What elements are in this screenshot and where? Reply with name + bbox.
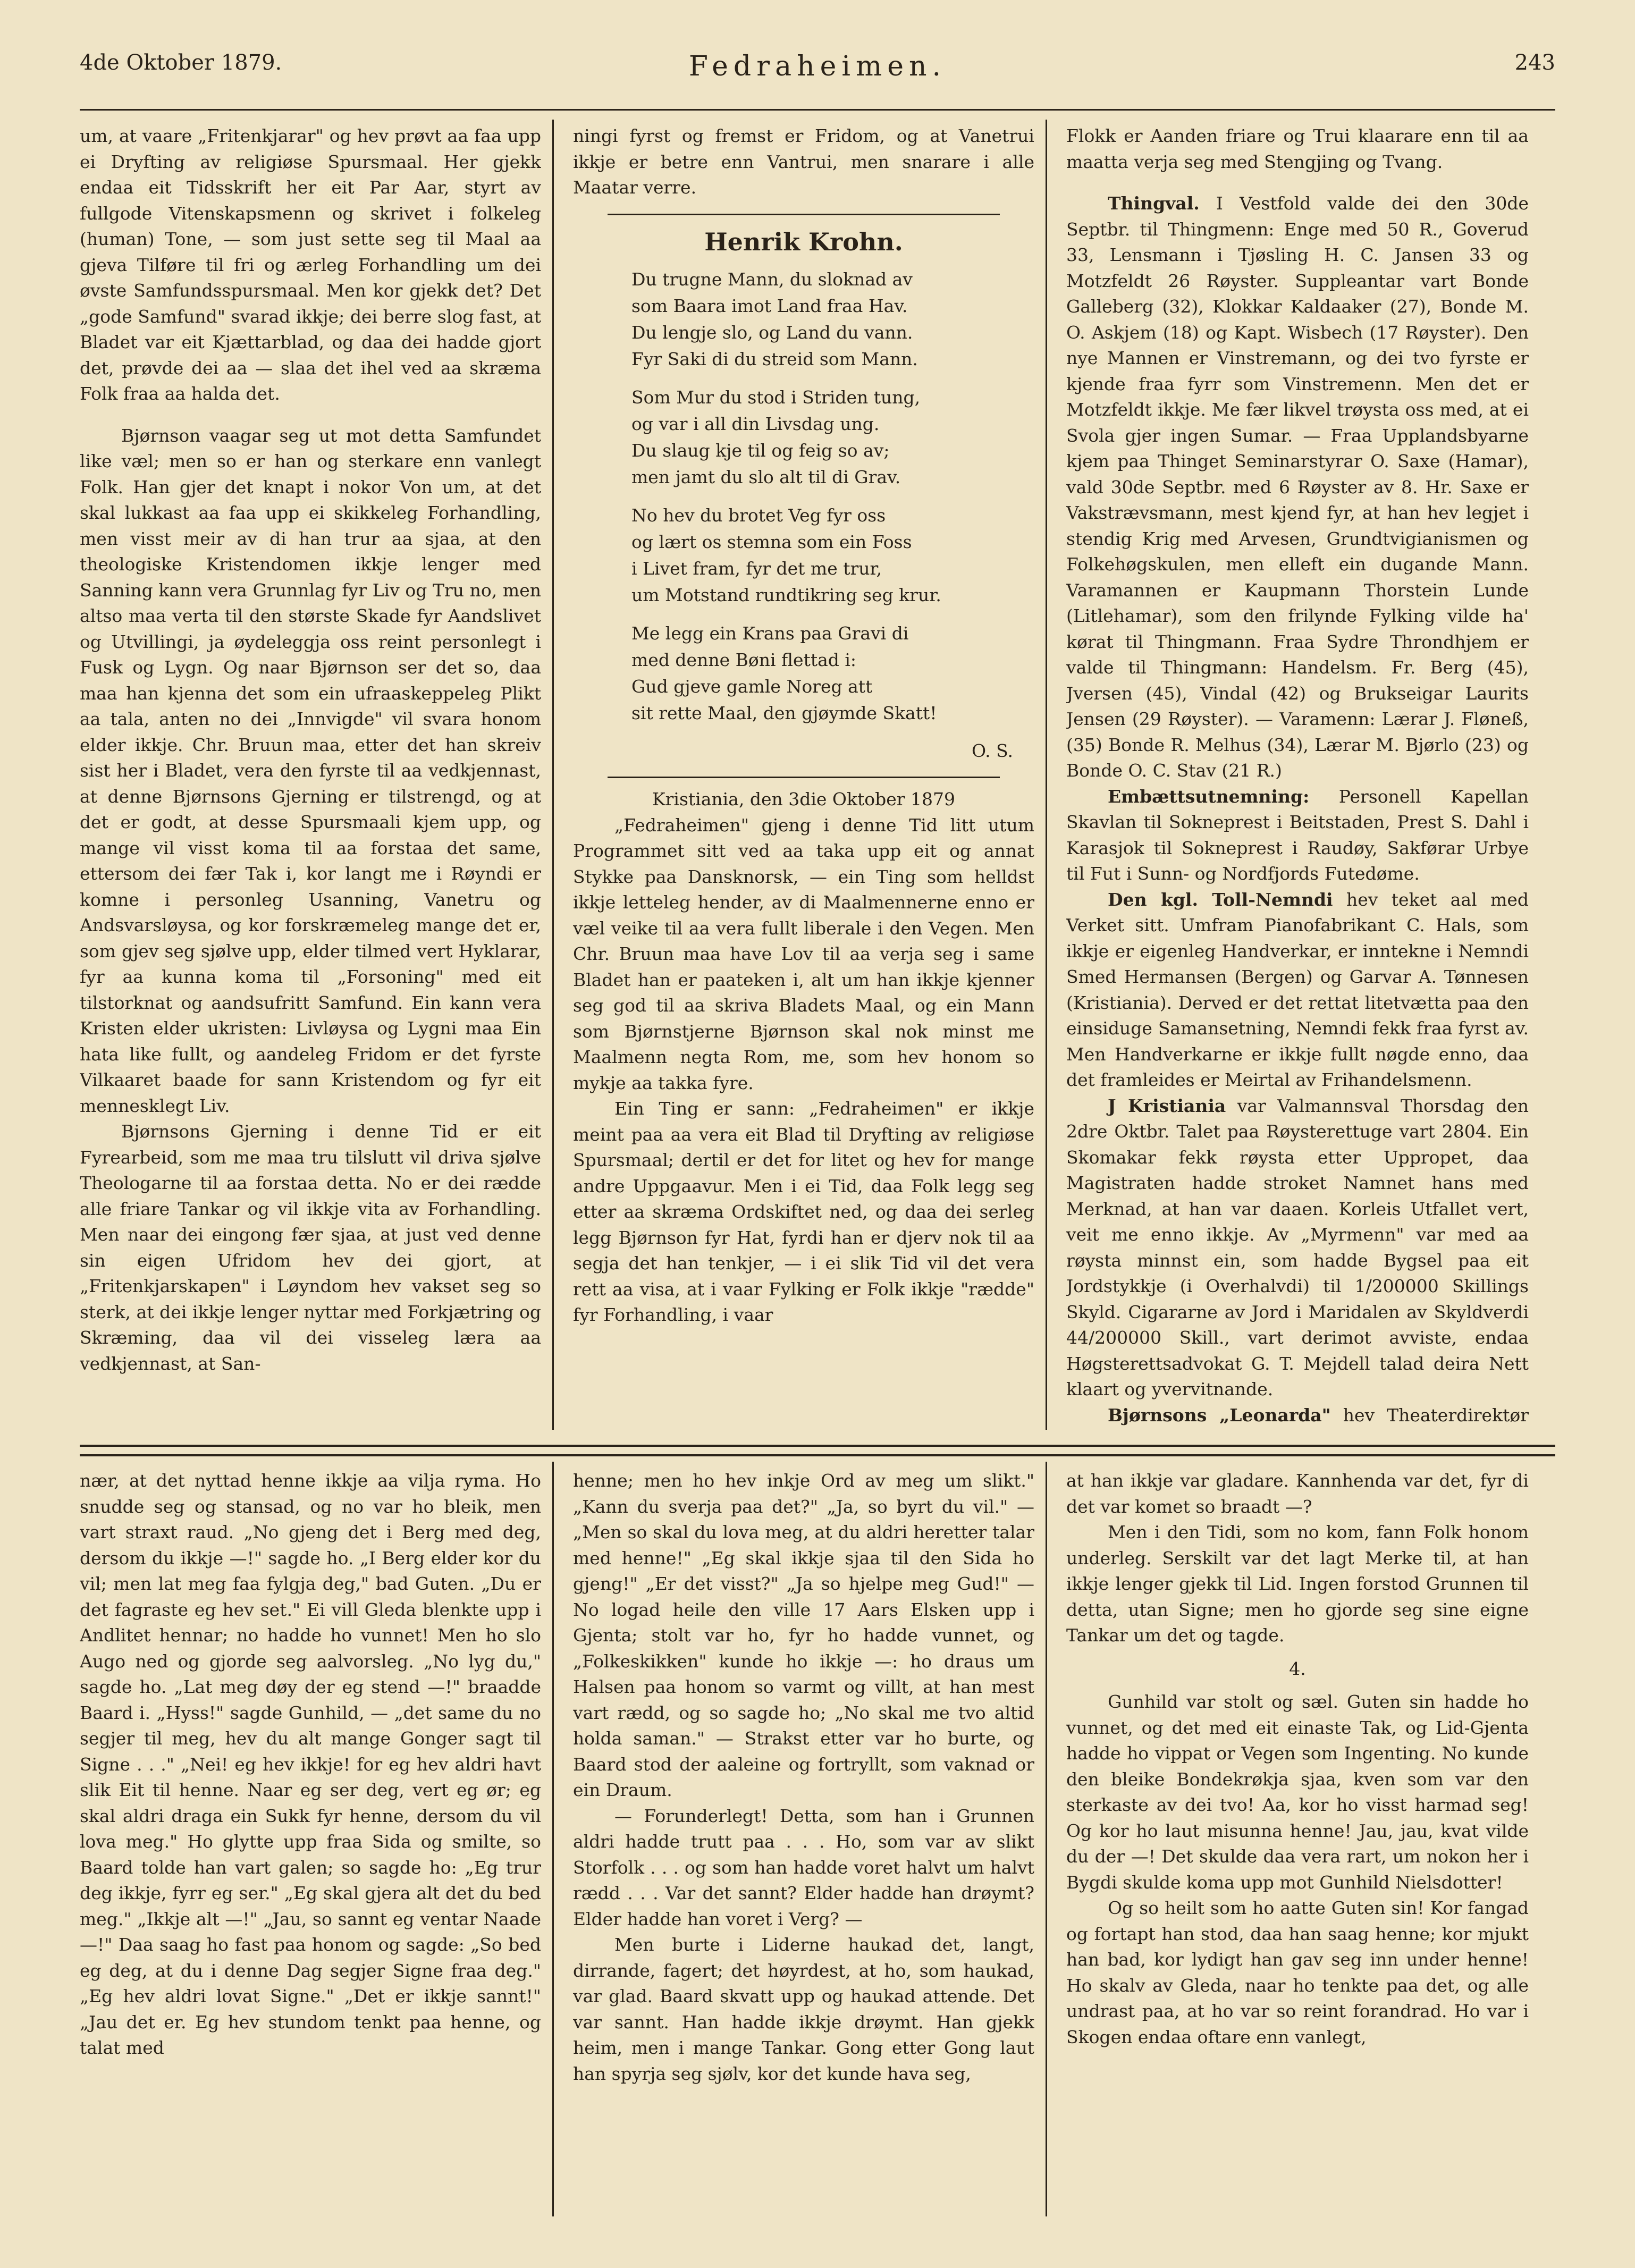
paragraph: Og so heilt som ho aatte Guten sin! Kor fangad og fortapt han stod, daa han saag henne; kor mjukt han bad, kor lydigt han gav seg inn under henne! Ho skalv av Gleda, naar ho tenkte paa det, og alle undrast paa, at ho var so reint forandrad. Ho var i Skogen endaa oftare enn vanlegt, (1066, 1898, 1529, 2047)
section-double-rule (80, 1445, 1555, 1456)
separator-rule (608, 214, 1000, 215)
newspaper-title: Fedraheimen. (688, 50, 947, 82)
paragraph: — Forunderlegt! Detta, som han i Grunnen aldri hadde trutt paa . . . Ho, som var av slikt Storfolk . . . og som han hadde voret halvt um halvt rædd . . . Var det sannt? Elder hadde han drøymt? Elder hadde han voret i Verg? — (573, 1805, 1034, 1929)
column-rule (552, 120, 554, 1430)
top-column-1 (80, 123, 541, 1428)
bottom-column-3 (1066, 1468, 1529, 2218)
dateline: Kristiania, den 3die Oktober 1879 (652, 789, 956, 810)
poem-line: um Motstand rundtikring seg krur. (631, 584, 941, 605)
top-column-3 (1066, 123, 1529, 1428)
paragraph: nær, at det nyttad henne ikkje aa vilja ryma. Ho snudde seg og stansad, og no var ho bleik, men vart straxt raud. „No gjeng det i Berg med deg, dersom du ikkje —!" sagde ho. „I Berg elder kor du vil; men lat meg faa fylgja deg," bad Guten. „Du er det fagraste eg hev set." Ei vill Gleda blenkte upp i Andlitet hennar; no hadde ho vunnet! Men ho slo Augo ned og gjorde seg aalvorsleg. „No lyg du," sagde ho. „Lat meg døy der eg stend —!" braadde Baard i. „Hyss!" sagde Gunhild, — „det same du no segjer til meg, hev du alt mange Gonger sagt til Signe . . ." „Nei! eg hev ikkje! for eg hev aldri havt slik Eit til henne. Naar eg ser deg, vert eg ør; eg skal aldri draga ein Sukk fyr henne, dersom du vil lova meg." Ho glytte upp fraa Sida og smilte, so Baard tolde han vart galen; so sagde ho: „Eg trur deg ikkje, fyrr eg ser." „Eg skal gjera alt det du bed meg." „Ikkje alt —!" „Jau, so sannt eg ventar Naade —!" Daa saag ho fast paa honom og sagde: „So bed eg deg, at du i denne Dag segjer Signe fraa deg." „Eg hev aldri lovat Signe." „Det er ikkje sannt!" „Jau det er. Eg hev stundom tenkt paa henne, og talat med (80, 1470, 541, 2058)
poem-line: men jamt du slo alt til di Grav. (631, 466, 901, 487)
poem-line: Du lengje slo, og Land du vann. (631, 322, 913, 343)
paragraph: ningi fyrst og fremst er Fridom, og at Vanetrui ikkje er betre enn Vantrui, men snarare i alle Maatar verre. (573, 125, 1034, 198)
poem (573, 266, 1034, 727)
poem-line: i Livet fram, fyr det me trur, (631, 558, 882, 579)
poem-stanza (631, 620, 1034, 727)
news-text: var Valmannsval Thorsdag den 2dre Oktbr. Talet paa Røysterettuge vart 2804. Ein Skomakar fekk røysta etter Uppropet, daa Magistraten hadde stroket Namnet hans med Merknad, at han var daaen. Korleis Utfallet vert, veit me enno ikkje. Av „Myrmenn" var med aa røysta minnst ein, som hadde Bygsel paa eit Jordstykkje (i Overhalvdi) til 1/200000 Skillings Skyld. Cigararne av Jord i Maridalen av Skyldverdi 44/200000 Skill., vart derimot avviste, endaa Høgsterettsadvokat G. T. Mejdell talad deira Nett klaart og yvervitnande. (1066, 1095, 1529, 1399)
bottom-column-1 (80, 1468, 541, 2218)
news-text: hev teket aal med Verket sitt. Umfram Pianofabrikant C. Hals, som ikkje er eigenleg Handverkar, er inntekne i Nemndi Smed Hermansen (Bergen) og Garvar A. Tønnesen (Kristiania). Derved er det rettat litetvætta paa den einsiduge Samansetning, Nemndi fekk fraa fyrst av. Men Handverkarne er ikkje fullt nøgde enno, daa det framleides er Meirtal av Frihandelsmenn. (1066, 889, 1529, 1090)
poem-line: Som Mur du stod i Striden tung, (631, 386, 921, 408)
section-number: 4. (1289, 1658, 1306, 1679)
run-in-heading: Thingval. (1108, 193, 1200, 214)
poem-signature: O. S. (971, 740, 1013, 761)
run-in-heading: Den kgl. Toll-Nemndi (1108, 889, 1333, 910)
poem-stanza (631, 266, 1034, 373)
page-number: 243 (1514, 50, 1555, 75)
top-column-2 (573, 123, 1034, 1428)
paragraph: Flokk er Aanden friare og Trui klaarare enn til aa maatta verja seg med Stengjing og Tvang. (1066, 125, 1529, 172)
news-text: hev Theaterdirektør (1343, 1404, 1529, 1426)
news-item-tollnemndi (1066, 887, 1529, 1093)
poem-line: sit rette Maal, den gjøymde Skatt! (631, 702, 937, 723)
paragraph: Bjørnson vaagar seg ut mot detta Samfundet like væl; men so er han og sterkare enn vanlegt Folk. Han gjer det knapt i nokor Von um, at det skal lukkast aa faa upp ei skikkeleg Forhandling, men visst meir av di han trur aa sjaa, at den theologiske Kristendomen ikkje lenger med Sanning kann vera Grunnlag fyr Liv og Tru no, men altso maa verta til den største Skade fyr Aandslivet og Utvillingi, ja øydeleggja oss reint personlegt i Fusk og Lygn. Og naar Bjørnson ser det so, daa maa han kjenna det som ein ufraaskeppeleg Plikt aa tala, anten no dei „Innvigde" vil svara honom elder ikkje. Chr. Bruun maa, etter det han skreiv sist her i Bladet, vera den fyrste til aa vedkjennast, at denne Bjørnsons Gjerning er tilstrengd, og at det er godt, at desse Spursmaali kjem upp, og mange vil visst koma til aa forstaa det same, ettersom dei fær Tak i, kor langt me i Røyndi er komne i personleg Usanning, Vanetru og Andsvarsløysa, og kor forskræmeleg mange det er, som gjev seg sjølve upp, elder tilmed vert Hyklarar, fyr aa kunna koma til „Forsoning" med eit tilstorknat og aandsufritt Samfund. Ein kann vera Kristen elder ukristen: Livløysa og Lygni maa Ein hata like fullt, og aandeleg Fridom er det fyrste Vilkaaret baade for sann Kristendom og fyr eit mennesklegt Liv. (80, 425, 541, 1116)
poem-stanza (631, 502, 1034, 609)
column-rule (552, 1462, 554, 2216)
poem-line: Fyr Saki di du streid som Mann. (631, 348, 918, 369)
poem-stanza (631, 384, 1034, 491)
poem-title: Henrik Krohn. (704, 227, 903, 256)
poem-line: og var i all din Livsdag ung. (631, 413, 880, 434)
poem-line: og lært os stemna som ein Foss (631, 531, 912, 552)
paragraph: Ein Ting er sann: „Fedraheimen" er ikkje meint paa aa vera eit Blad til Dryfting av religiøse Spursmaal; dertil er det for litet og hev for mange andre Uppgaavur. Men i ei Tid, daa Folk legg seg etter aa skræma Ordskiftet ned, og daa dei serleg legg Bjørnson fyr Hat, fyrdi han er djerv nok til aa segja det han tenkjer, — i ei slik Tid vil det vera rett aa visa, at i vaar Fylking er Folk ikkje "rædde" fyr Forhandling, i vaar (573, 1098, 1034, 1325)
news-text: Personell Kapellan Skavlan til Sokneprest i Beitstaden, Prest S. Dahl i Karasjok til Sokneprest i Raudøy, Sakførar Urbye til Fut i Sunn- og Nordfjords Futedøme. (1066, 786, 1529, 884)
poem-line: No hev du brotet Veg fyr oss (631, 504, 886, 526)
poem-line: som Baara imot Land fraa Hav. (631, 295, 908, 316)
news-item-leonarda (1066, 1403, 1529, 1429)
news-text: I Vestfold valde dei den 30de Septbr. til Thingmenn: Enge med 50 R., Goverud 33, Lensmann i Tjøsling H. C. Jansen 33 og Motzfeldt 26 Røyster. Suppleantar vart Bonde Galleberg (32), Klokkar Kaldaaker (27), Bonde M. O. Askjem (18) og Kapt. Wisbech (17 Røyster). Den nye Mannen er Vinstremann, og dei tvo fyrste er kjende fraa fyrr som Vinstremenn. Men det er Motzfeldt ikkje. Me fær likvel trøysta oss med, at ei Svola gjer ingen Sumar. — Fraa Upplandsbyarne kjem paa Thinget Seminarstyrar O. Saxe (Hamar), vald 30de Septbr. med 6 Røyster av 8. Hr. Saxe er Vakstrævsmann, mest kjend fyr, at han hev legjet i stendig Krig med Arvesen, Grundtvigianismen og Folkehøgskulen, men elleft ein dugande Mann. Varamannen er Kaupmann Thorstein Lunde (Litlehamar), som den frilynde Fylking vilde ha' kørat til Thingmann. Fraa Sydre Throndhjem er valde til Thingmann: Handelsm. Fr. Berg (45), Jversen (45), Vindal (42) og Brukseigar Laurits Jensen (29 Røyster). — Varamenn: Lærar J. Fløneß, (35) Bonde R. Melhus (34), Lærar M. Bjørlo (23) og Bonde O. C. Stav (21 R.) (1066, 193, 1529, 781)
paragraph: „Fedraheimen" gjeng i denne Tid litt utum Programmet sitt ved aa taka upp eit og annat Stykke paa Dansknorsk, — ein Ting som helldst ikkje letteleg hender, av di Maalmennerne enno er væl veike til aa vera fullt liberale i den Vegen. Men Chr. Bruun maa have Lov til aa verja seg i same Bladet han er paateken i, alt um han ikkje kjenner seg god til aa skriva Bladets Maal, og ein Mann som Bjørnstjerne Bjørnson skal nok minst me Maalmenn negta Rom, me, som hev honom so mykje aa takka fyre. (573, 814, 1034, 1093)
news-item-thingval (1066, 191, 1529, 784)
header-rule (80, 109, 1555, 111)
column-rule (1046, 120, 1047, 1430)
page-header (80, 50, 1555, 93)
paragraph: um, at vaare „Fritenkjarar" og hev prøvt aa faa upp ei Dryfting av religiøse Spursmaal. Her gjekk endaa eit Tidsskrift her eit Par Aar, styrt av fullgode Vitenskapsmenn og skrivet i folkeleg (human) Tone, — som just sette seg til Maal aa gjeva Tilføre til fri og ærleg Forhandling um dei øvste Samfundsspursmaal. Men kor gjekk det? Det „gode Samfund" svarad ikkje; dei berre slog fast, at Bladet var eit Kjættarblad, og daa dei hadde gjort det, prøvde dei aa — slaa det ihel ved aa skræma Folk fraa aa halda det. (80, 125, 541, 404)
poem-line: Du slaug kje til og feig so av; (631, 440, 890, 461)
paragraph: Gunhild var stolt og sæl. Guten sin hadde ho vunnet, og det med eit einaste Tak, og Lid-Gjenta hadde ho vippat or Vegen som Ingenting. No kunde den bleike Bondekrøkja sjaa, kven som var den sterkaste av dei tvo! Aa, kor ho visst harmad seg! Og kor ho laut misunna henne! Jau, jau, kvat vilde du der —! Det skulde daa vera rart, um nokon her i Bygdi skulde koma upp mot Gunhild Nielsdotter! (1066, 1691, 1529, 1893)
issue-date: 4de Oktober 1879. (80, 50, 282, 75)
paragraph: henne; men ho hev inkje Ord av meg um slikt." „Kann du sverja paa det?" „Ja, so byrt du vil." — „Men so skal du lova meg, at du aldri heretter talar med henne!" „Eg skal ikkje sjaa til den Sida ho gjeng!" „Er det visst?" „Ja so hjelpe meg Gud!" — No logad heile den ville 17 Aars Elsken upp i Gjenta; stolt var ho, fyr ho hadde vunnet, og „Folkeskikken" kunde ho ikkje —: ho draus um Halsen paa honom so varmt og villt, at han mest vart rædd, og so sagde ho; „No skal me tvo altid holda saman." — Strakst etter var ho burte, og Baard stod der aaleine og fortryllt, som vaknad or ein Draum. (573, 1470, 1034, 1800)
news-item-kristiania (1066, 1093, 1529, 1403)
run-in-heading: Bjørnsons „Leonarda" (1108, 1404, 1331, 1426)
separator-rule (608, 777, 1000, 778)
paragraph: Bjørnsons Gjerning i denne Tid er eit Fyrearbeid, som me maa tru tilslutt vil driva sjølve Theologarne til aa forstaa detta. No er dei rædde alle friare Tankar og vil ikkje vita av Forhandling. Men naar dei eingong fær sjaa, at just ved denne sin eigen Ufridom hev dei gjort, at „Fritenkjarskapen" i Løyndom hev vakset seg so sterk, at dei ikkje lenger nyttar med Forkjætring og Skræming, daa vil dei visseleg læra aa vedkjennast, at San- (80, 1121, 541, 1374)
paragraph: Men burte i Liderne haukad det, langt, dirrande, fagert; det høyrdest, at ho, som haukad, var glad. Baard skvatt upp og haukad attende. Det var sannt. Han hadde ikkje drøymt. Han gjekk heim, men i mange Tankar. Gong etter Gong laut han spyrja seg sjølv, kor det kunde hava seg, (573, 1934, 1034, 2084)
run-in-heading: J Kristiania (1108, 1095, 1226, 1116)
poem-line: Du trugne Mann, du sloknad av (631, 268, 913, 290)
poem-line: Gud gjeve gamle Noreg att (631, 676, 873, 697)
news-item-embaett (1066, 784, 1529, 887)
column-rule (1046, 1462, 1047, 2216)
paragraph: at han ikkje var gladare. Kannhenda var det, fyr di det var komet so braadt —? (1066, 1470, 1529, 1517)
run-in-heading: Embættsutnemning: (1108, 786, 1310, 807)
poem-line: Me legg ein Krans paa Gravi di (631, 622, 909, 644)
paragraph: Men i den Tidi, som no kom, fann Folk honom underleg. Serskilt var det lagt Merke til, at han ikkje lenger gjekk til Lid. Ingen forstod Grunnen til detta, utan Signe; men ho gjorde seg sine eigne Tankar um det og tagde. (1066, 1522, 1529, 1646)
poem-line: med denne Bøni flettad i: (631, 649, 857, 670)
bottom-column-2 (573, 1468, 1034, 2218)
